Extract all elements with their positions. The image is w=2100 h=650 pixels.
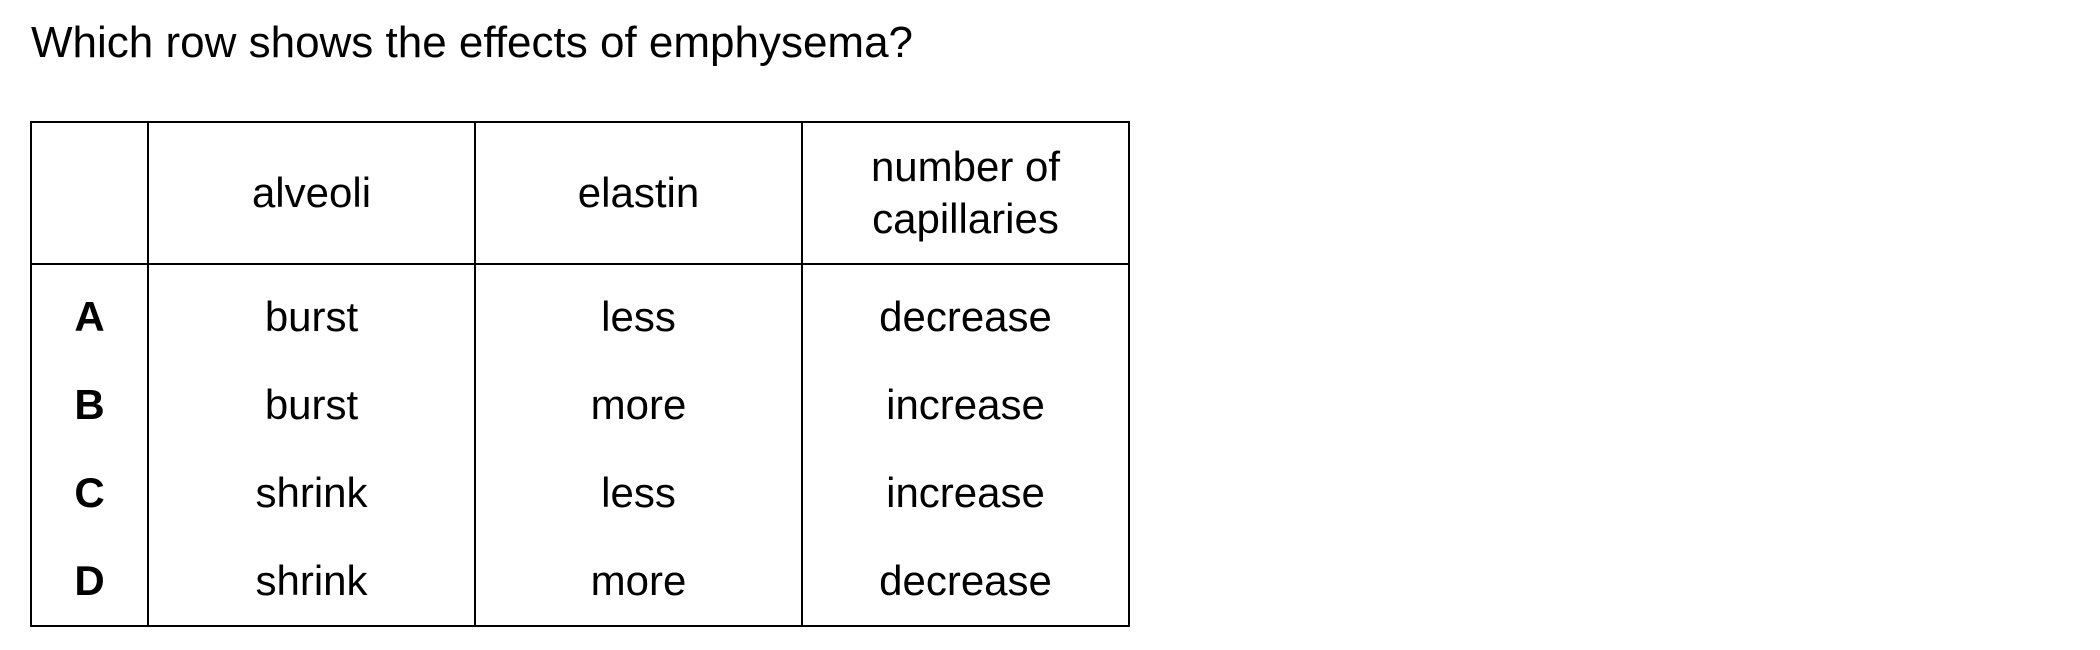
table-row [31,361,1129,449]
cell-elastin: less [475,264,802,361]
row-letter: B [31,361,148,449]
header-capillaries-label: number of capillaries [870,143,1061,242]
table-row [31,264,1129,361]
cell-alveoli: shrink [148,449,475,537]
row-letter: D [31,537,148,626]
cell-elastin: less [475,449,802,537]
cell-capillaries: decrease [879,293,1052,340]
header-elastin: elastin [475,122,802,264]
cell-alveoli: shrink [148,537,475,626]
cell-alveoli: burst [148,264,475,361]
cell-capillaries: decrease [879,557,1052,604]
row-letter: A [31,264,148,361]
cell-alveoli: burst [148,361,475,449]
cell-capillaries: increase [886,381,1045,428]
cell-elastin: more [475,537,802,626]
table-row [31,537,1129,626]
question-text: Which row shows the effects of emphysema? [31,18,914,67]
row-letter: C [31,449,148,537]
header-alveoli: alveoli [148,122,475,264]
answer-table [30,121,1130,627]
table-row [31,449,1129,537]
table-header-row [31,122,1129,264]
header-capillaries [802,122,1129,264]
header-corner-cell [31,122,148,264]
cell-capillaries: increase [886,469,1045,516]
cell-elastin: more [475,361,802,449]
